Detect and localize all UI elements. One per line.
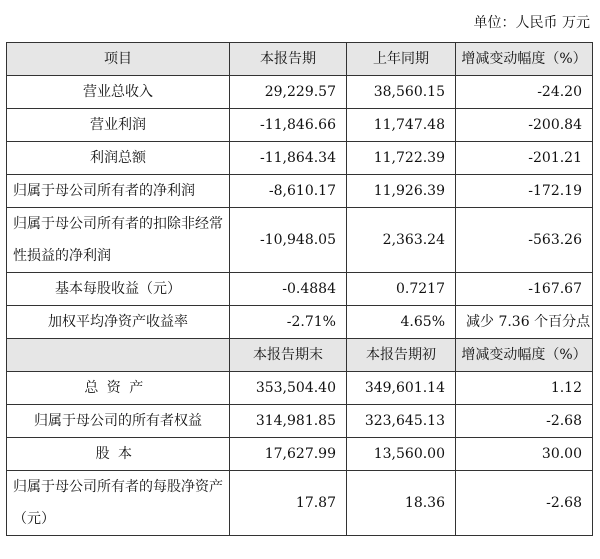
cell-current: 353,504.40: [230, 372, 347, 405]
table-subheader-row: [7, 339, 593, 372]
cell-prior: 13,560.00: [347, 438, 456, 471]
header-item: 项目: [7, 43, 230, 76]
table-row: [7, 175, 593, 208]
cell-current: -8,610.17: [230, 175, 347, 208]
financial-summary-table: [6, 42, 593, 536]
table-row: [7, 372, 593, 405]
row-label: 总资产: [7, 372, 230, 405]
cell-change: 30.00: [456, 438, 593, 471]
row-label: 加权平均净资产收益率: [7, 306, 230, 339]
unit-label: 单位：人民币 万元: [473, 15, 590, 31]
table-row: [7, 306, 593, 339]
row-label: 股本: [7, 438, 230, 471]
subheader-item-blank: [7, 339, 230, 372]
table-header-row: [7, 43, 593, 76]
table-row: [7, 273, 593, 306]
cell-change: -2.68: [456, 471, 593, 536]
cell-prior: 349,601.14: [347, 372, 456, 405]
table-row: [7, 142, 593, 175]
cell-prior: 2,363.24: [347, 208, 456, 273]
cell-current: 314,981.85: [230, 405, 347, 438]
table-row: [7, 109, 593, 142]
cell-change: -563.26: [456, 208, 593, 273]
table-row: [7, 405, 593, 438]
header-change-pct-2: 增减变动幅度（%）: [456, 339, 593, 372]
cell-current: -11,846.66: [230, 109, 347, 142]
row-label: 归属于母公司所有者的净利润: [7, 175, 230, 208]
cell-prior: 323,645.13: [347, 405, 456, 438]
cell-change: -167.67: [456, 273, 593, 306]
cell-current: 17.87: [230, 471, 347, 536]
row-label: 归属于母公司的所有者权益: [7, 405, 230, 438]
cell-current: -2.71%: [230, 306, 347, 339]
row-label: 归属于母公司所有者的每股净资产（元）: [7, 471, 230, 536]
cell-change: 减少 7.36 个百分点: [456, 306, 593, 339]
cell-prior: 0.7217: [347, 273, 456, 306]
cell-current: -11,864.34: [230, 142, 347, 175]
cell-current: -10,948.05: [230, 208, 347, 273]
cell-current: 29,229.57: [230, 76, 347, 109]
header-prior-period: 上年同期: [347, 43, 456, 76]
cell-prior: 11,722.39: [347, 142, 456, 175]
row-label: 营业总收入: [7, 76, 230, 109]
header-current-period: 本报告期: [230, 43, 347, 76]
cell-change: 1.12: [456, 372, 593, 405]
cell-change: -2.68: [456, 405, 593, 438]
row-label: 利润总额: [7, 142, 230, 175]
cell-current: 17,627.99: [230, 438, 347, 471]
header-period-end: 本报告期末: [230, 339, 347, 372]
header-period-start: 本报告期初: [347, 339, 456, 372]
cell-prior: 11,747.48: [347, 109, 456, 142]
cell-change: -201.21: [456, 142, 593, 175]
cell-prior: 18.36: [347, 471, 456, 536]
cell-prior: 11,926.39: [347, 175, 456, 208]
cell-prior: 4.65%: [347, 306, 456, 339]
cell-current: -0.4884: [230, 273, 347, 306]
row-label: 归属于母公司所有者的扣除非经常性损益的净利润: [7, 208, 230, 273]
cell-prior: 38,560.15: [347, 76, 456, 109]
table-row: [7, 471, 593, 536]
cell-change: -24.20: [456, 76, 593, 109]
table-row: [7, 76, 593, 109]
row-label: 基本每股收益（元）: [7, 273, 230, 306]
header-change-pct: 增减变动幅度（%）: [456, 43, 593, 76]
cell-change: -200.84: [456, 109, 593, 142]
cell-change: -172.19: [456, 175, 593, 208]
table-row: [7, 438, 593, 471]
table-row: [7, 208, 593, 273]
row-label: 营业利润: [7, 109, 230, 142]
